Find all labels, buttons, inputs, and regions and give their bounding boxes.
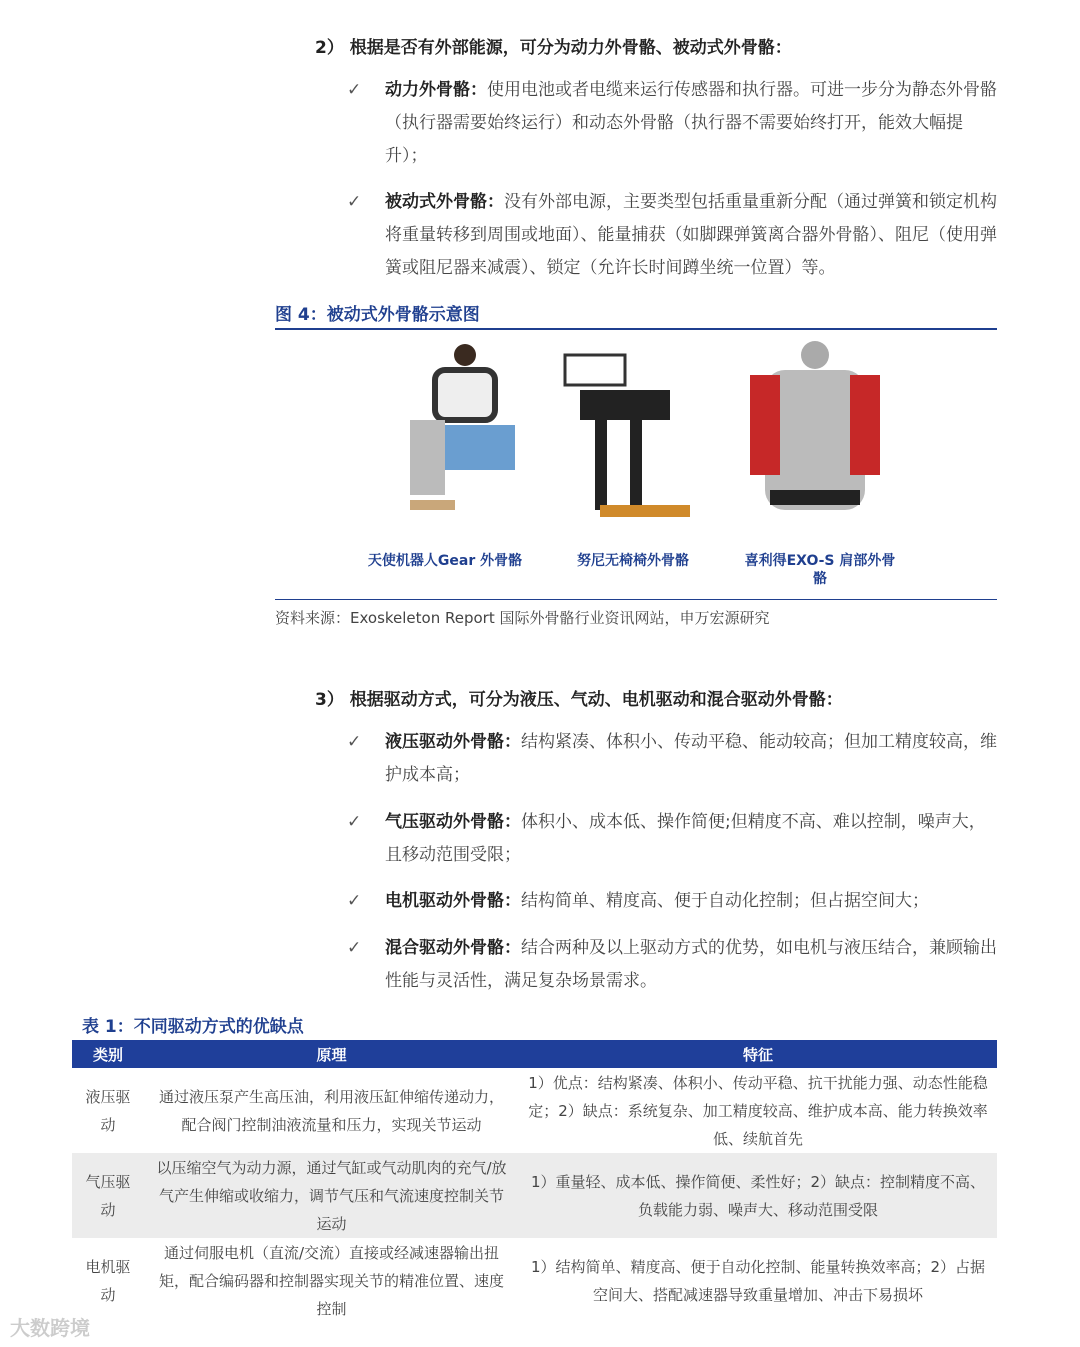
exo-s-image [740, 340, 890, 530]
check-icon: ✓ [347, 732, 362, 752]
section-2-heading: 2） 根据是否有外部能源，可分为动力外骨骼、被动式外骨骼： [315, 38, 792, 58]
check-icon: ✓ [347, 192, 362, 212]
figure-title: 图 4：被动式外骨骼示意图 [275, 300, 997, 330]
bullet-text: 没有外部电源，主要类型包括重量重新分配（通过弹簧和锁定机构将重量转移到周围或地面）、能量捕获（如脚踝弹簧离合器外骨骼）、阻尼（使用弹簧或阻尼器来减震）、锁定（允许长时间蹲坐统一位置）等。 [385, 192, 997, 278]
table-row [72, 1238, 997, 1323]
drive-comparison-table [72, 1040, 997, 1323]
bullet-powered [347, 74, 997, 173]
table-title: 表 1：不同驱动方式的优缺点 [82, 1017, 304, 1037]
cell: 气压驱动 [72, 1153, 144, 1238]
cell: 以压缩空气为动力源，通过气缸或气动肌肉的充气/放气产生伸缩或收缩力，调节气压和气流速度控制关节运动 [144, 1153, 519, 1238]
cell: 通过伺服电机（直流/交流）直接或经减速器输出扭矩，配合编码器和控制器实现关节的精准位置、速度控制 [158, 1243, 504, 1318]
check-icon: ✓ [347, 938, 362, 958]
bullet-hybrid [347, 932, 997, 998]
table-header [72, 1040, 997, 1068]
cell: 1）重量轻、成本低、操作简便、柔性好；2）缺点：控制精度不高、负载能力弱、噪声大、移动范围受限 [519, 1153, 997, 1238]
bullet-term: 电机驱动外骨骼： [385, 891, 521, 911]
check-icon: ✓ [347, 80, 362, 100]
cell: 电机驱动 [85, 1257, 131, 1304]
bullet-term: 混合驱动外骨骼： [385, 938, 521, 958]
cell: 液压驱动 [85, 1087, 131, 1134]
bullet-text: 结构紧凑、体积小、传动平稳、能动较高；但加工精度较高，维护成本高； [385, 732, 997, 785]
cell: 通过液压泵产生高压油，利用液压缸伸缩传递动力，配合阀门控制油液流量和压力，实现关节运动 [158, 1087, 504, 1134]
check-icon: ✓ [347, 891, 362, 911]
caption-gear: 天使机器人Gear 外骨骼 [367, 553, 523, 569]
header-principle: 原理 [144, 1040, 519, 1068]
section-3-heading: 3） 根据驱动方式，可分为液压、气动、电机驱动和混合驱动外骨骼： [315, 690, 843, 710]
bullet-term: 液压驱动外骨骼： [385, 732, 521, 752]
table-row [72, 1153, 997, 1238]
bullet-motor [347, 885, 997, 918]
bullet-text: 体积小、成本低、操作简便;但精度不高、难以控制，噪声大，且移动范围受限； [385, 812, 986, 865]
bullet-text: 使用电池或者电缆来运行传感器和执行器。可进一步分为静态外骨骼（执行器需要始终运行）和动态外骨骼（执行器不需要始终打开，能效大幅提升）； [385, 80, 997, 166]
bullet-text: 结合两种及以上驱动方式的优势，如电机与液压结合，兼顾输出性能与灵活性，满足复杂场景需求。 [385, 938, 997, 991]
table-row [72, 1068, 997, 1153]
caption-exo-s: 喜利得EXO-S 肩部外骨骼 [744, 553, 896, 587]
cell: 1）优点：结构紧凑、体积小、传动平稳、抗干扰能力强、动态性能稳定；2）缺点：系统复杂、加工精度较高、维护成本高、能力转换效率低、续航首先 [528, 1073, 988, 1148]
divider [275, 599, 997, 600]
check-icon: ✓ [347, 812, 362, 832]
bullet-pneumatic [347, 806, 997, 872]
figure-source: 资料来源：Exoskeleton Report 国际外骨骼行业资讯网站，申万宏源研究 [275, 609, 770, 627]
bullet-text: 结构简单、精度高、便于自动化控制；但占据空间大； [521, 891, 929, 911]
bullet-passive [347, 186, 997, 285]
cell: 1）结构简单、精度高、便于自动化控制、能量转换效率高；2）占据空间大、搭配减速器导致重量增加、冲击下易损坏 [530, 1257, 986, 1304]
watermark: 大数跨境 [10, 1316, 90, 1340]
gear-exoskeleton-image [380, 340, 530, 530]
header-features: 特征 [519, 1040, 997, 1068]
bullet-hydraulic [347, 726, 997, 792]
bullet-term: 动力外骨骼： [385, 80, 487, 100]
bullet-term: 被动式外骨骼： [385, 192, 504, 212]
chairless-chair-image [560, 340, 710, 530]
bullet-term: 气压驱动外骨骼： [385, 812, 521, 832]
caption-chairless: 努尼无椅椅外骨骼 [577, 553, 689, 569]
header-category: 类别 [72, 1040, 144, 1068]
